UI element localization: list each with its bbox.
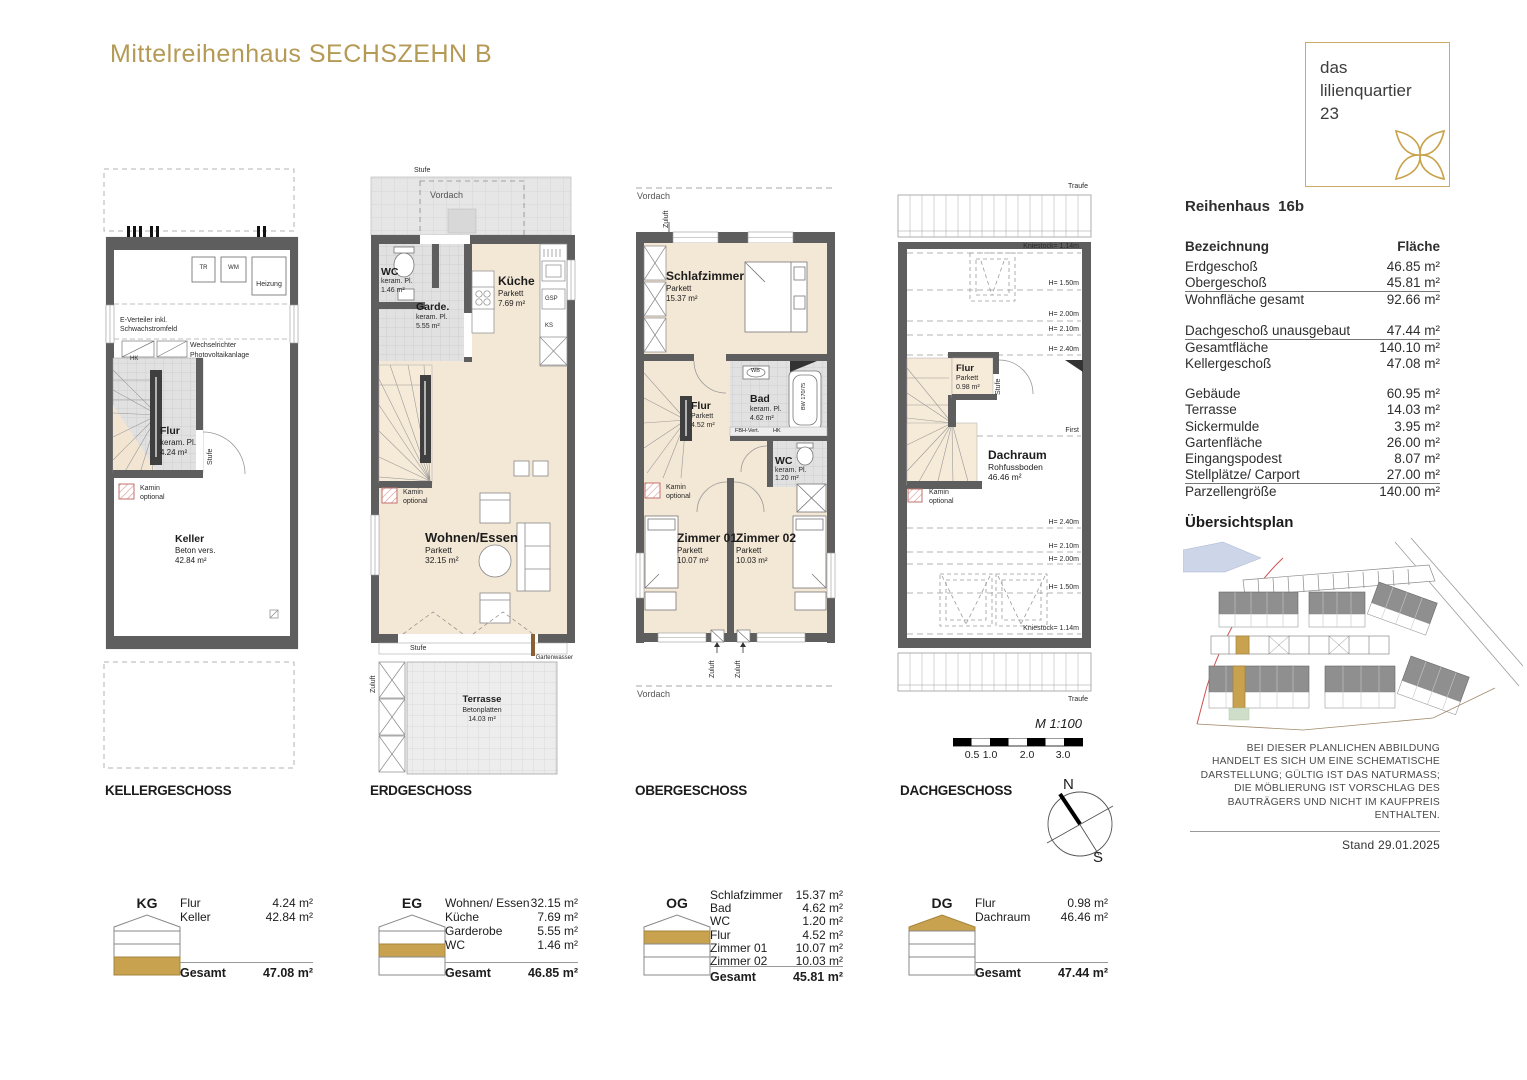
legend-row	[445, 938, 578, 952]
og-wc-fixtures	[797, 443, 813, 465]
logo-line-2: lilienquartier	[1320, 80, 1412, 100]
stand-date: Stand 29.01.2025	[1342, 838, 1440, 853]
eg-garde-area: 5.55 m²	[416, 323, 440, 330]
og-label-vordach-bottom: Vordach	[637, 689, 671, 699]
room-area: 4.62 m²	[802, 901, 843, 916]
og-z2-material: Parkett	[736, 546, 762, 555]
kg-kamin-label-2: optional	[140, 494, 165, 501]
floorplan-erdgeschoss	[368, 165, 578, 782]
info-row	[1185, 356, 1440, 372]
eg-kamin-label-1: Kamin	[403, 489, 423, 496]
og-label-zuluft-top: Zuluft	[663, 210, 670, 228]
compass-north-label: N	[1063, 776, 1074, 793]
row-value: 46.85 m²	[1386, 259, 1440, 274]
legend-row	[710, 929, 843, 942]
col-flaeche: Fläche	[1397, 239, 1440, 254]
og-room-wc: WC	[775, 455, 793, 467]
row-value: 27.00 m²	[1386, 467, 1440, 483]
heading-kellergeschoss: KELLERGESCHOSS	[105, 783, 232, 798]
room-name: Schlafzimmer	[710, 888, 783, 902]
dg-dachraum-area: 46.46 m²	[988, 472, 1022, 482]
dg-roof-strip-top	[898, 195, 1091, 237]
og-flur-material: Parkett	[691, 413, 714, 420]
legend-row	[180, 896, 313, 910]
kg-label-wm: WM	[228, 265, 239, 271]
gesamt-value: 47.44 m²	[1057, 966, 1108, 980]
logo-line-3: 23	[1320, 103, 1339, 123]
legend-kg-rows	[180, 896, 313, 924]
row-label: Sickermulde	[1185, 418, 1260, 434]
og-schlaf-area: 15.37 m²	[666, 294, 698, 303]
row-value: 47.08 m²	[1386, 356, 1440, 372]
og-kamin-box	[645, 483, 660, 498]
floorplan-obergeschoss	[633, 178, 838, 723]
dg-flur-area: 0.98 m²	[956, 384, 980, 391]
og-bad-material: keram. Pl.	[750, 406, 782, 413]
room-name: Wohnen/ Essen	[445, 896, 530, 910]
row-label: Wohnfläche gesamt	[1185, 292, 1305, 308]
legend-dg-rows	[975, 896, 1108, 924]
dg-kamin-label-1: Kamin	[929, 489, 949, 496]
kg-keller-material: Beton vers.	[175, 546, 216, 555]
page-title: Mittelreihenhaus SECHSZEHN B	[110, 40, 493, 68]
row-value: 140.00 m²	[1379, 484, 1440, 500]
eg-label-vordach: Vordach	[430, 190, 464, 200]
info-row-total	[1185, 292, 1440, 308]
dg-chimney-shaft	[970, 253, 1015, 301]
room-area: 10.03 m²	[795, 954, 843, 969]
kg-label-everteiler-2: Schwachstromfeld	[120, 326, 178, 333]
scale-label: M 1:100	[1035, 716, 1082, 731]
dg-room-flur: Flur	[956, 363, 974, 374]
heading-dachgeschoss: DACHGESCHOSS	[900, 783, 1012, 798]
gesamt-label: Gesamt	[445, 966, 491, 980]
room-name: Garderobe	[445, 924, 503, 938]
room-area: 42.84 m²	[265, 910, 313, 924]
row-value: 60.95 m²	[1386, 386, 1440, 402]
og-label-vordach-top: Vordach	[637, 191, 671, 201]
row-value: 26.00 m²	[1386, 434, 1440, 450]
og-room-bad: Bad	[750, 393, 770, 405]
dg-label-stufe: Stufe	[995, 378, 1002, 395]
legend-row	[180, 910, 313, 924]
dg-h150-top: H= 1.50m	[1048, 280, 1079, 287]
eg-terrasse-area: 14.03 m²	[468, 716, 496, 723]
legend-row	[445, 910, 578, 924]
dg-roof-windows	[940, 574, 1047, 626]
lily-flower-icon	[1375, 110, 1465, 200]
scale-tick-20: 2.0	[1019, 749, 1035, 761]
og-bad-area: 4.62 m²	[750, 415, 774, 422]
eg-wc-material: keram. Pl.	[381, 278, 413, 285]
eg-label-gartenwasser: Gartenwasser	[535, 655, 573, 661]
og-kamin-label-2: optional	[666, 493, 691, 500]
legend-dg-icon	[908, 913, 976, 977]
gesamt-label: Gesamt	[975, 966, 1021, 980]
room-area: 4.24 m²	[272, 896, 313, 910]
eg-garde-material: keram. Pl.	[416, 314, 448, 321]
row-value: 140.10 m²	[1379, 339, 1440, 355]
room-name: WC	[445, 938, 465, 952]
info-row	[1185, 275, 1440, 291]
disclaimer	[1190, 742, 1440, 853]
row-label: Erdgeschoß	[1185, 259, 1258, 274]
eg-step-strip	[379, 643, 567, 654]
room-area: 15.37 m²	[795, 888, 843, 902]
scale-tick-30: 3.0	[1055, 749, 1071, 761]
eg-label-stufe-top: Stufe	[414, 167, 431, 174]
row-label: Eingangspodest	[1185, 451, 1282, 467]
site-row-b	[1209, 656, 1469, 720]
kg-keller-area: 42.84 m²	[175, 556, 207, 565]
dg-kniestock-bot: Kniestock= 1.14m	[1023, 625, 1079, 632]
og-z1-area: 10.07 m²	[677, 556, 709, 565]
info-row	[1185, 467, 1440, 483]
dg-kamin-box	[908, 489, 922, 502]
kg-kamin-box	[119, 484, 134, 499]
eg-kamin-label-2: optional	[403, 498, 428, 505]
og-drawing	[633, 178, 838, 723]
row-label: Terrasse	[1185, 402, 1237, 418]
scale-tick-05: 0.5	[964, 749, 980, 761]
heading-obergeschoss: OBERGESCHOSS	[635, 783, 747, 798]
kg-label-heizung: Heizung	[256, 281, 282, 288]
room-area: 7.69 m²	[537, 910, 578, 924]
dg-kniestock-top: Kniestock= 1.14m	[1023, 243, 1079, 250]
legend-row	[445, 896, 578, 910]
room-name: Flur	[180, 896, 201, 910]
eg-room-kueche: Küche	[498, 274, 535, 288]
gesamt-value: 47.08 m²	[262, 966, 313, 980]
og-room-zimmer02: Zimmer 02	[736, 531, 797, 545]
legend-eg-total	[445, 962, 578, 980]
scale-tick-10: 1.0	[982, 749, 998, 761]
gesamt-value: 46.85 m²	[527, 966, 578, 980]
legend-og-rows	[710, 889, 843, 968]
dg-h240-bot: H= 2.40m	[1048, 519, 1079, 526]
kg-kamin-label-1: Kamin	[140, 485, 160, 492]
kg-flur-material: keram. Pl.	[160, 438, 197, 447]
kg-label-hk: HK	[130, 356, 139, 362]
info-panel	[1185, 190, 1440, 501]
legend-kg-icon	[113, 913, 181, 977]
col-bezeichnung: Bezeichnung	[1185, 239, 1270, 254]
og-label-zuluft-1: Zuluft	[709, 660, 716, 678]
eg-stair	[379, 365, 432, 488]
room-name: Dachraum	[975, 910, 1031, 924]
room-name: Bad	[710, 901, 732, 916]
room-area: 1.46 m²	[537, 938, 578, 952]
kg-room-keller: Keller	[175, 533, 205, 545]
row-label: Dachgeschoß unausgebaut	[1185, 322, 1351, 338]
disclaimer-line: DARSTELLUNG; GÜLTIG IST DAS NATURMASS;	[1200, 769, 1440, 781]
eg-room-terrasse: Terrasse	[462, 694, 502, 705]
gesamt-value: 45.81 m²	[792, 970, 843, 984]
row-label: Gartenfläche	[1185, 434, 1263, 450]
legend-row	[445, 924, 578, 938]
info-row	[1185, 259, 1440, 275]
overview-heading: Übersichtsplan	[1185, 514, 1294, 531]
dg-label-traufe-bottom: Traufe	[1068, 696, 1088, 703]
legend-kg-total	[180, 962, 313, 980]
row-label: Gebäude	[1185, 386, 1241, 402]
disclaimer-line: DIE MÖBLIERUNG IST VORSCHLAG DES	[1234, 783, 1440, 795]
dg-flur-material: Parkett	[956, 375, 979, 382]
og-room-zimmer01: Zimmer 01	[677, 531, 738, 545]
dg-kamin-label-2: optional	[929, 498, 954, 505]
eg-room-wohnen: Wohnen/Essen	[425, 530, 518, 545]
dg-dachraum-material: Rohfussboden	[988, 462, 1043, 472]
info-row	[1185, 386, 1440, 402]
heading-erdgeschoss: ERDGESCHOSS	[370, 783, 472, 798]
legend-kg-code: KG	[136, 895, 158, 911]
room-area: 32.15 m²	[530, 896, 578, 910]
kg-label-stufe: Stufe	[207, 448, 214, 465]
dg-h200-top: H= 2.00m	[1048, 311, 1079, 318]
eg-label-gsp: GSP	[545, 296, 558, 302]
legend-row	[975, 910, 1108, 924]
dg-roof-strip-bottom	[898, 653, 1091, 691]
legend-og-code: OG	[666, 895, 688, 911]
eg-kamin-box	[382, 488, 397, 503]
og-label-zuluft-2: Zuluft	[735, 660, 742, 678]
gesamt-label: Gesamt	[710, 970, 756, 984]
room-area: 5.55 m²	[537, 924, 578, 938]
eg-drawing	[368, 165, 578, 782]
eg-terrasse-material: Betonplatten	[462, 707, 502, 714]
room-area: 4.52 m²	[802, 927, 843, 942]
disclaimer-line: BAUTRÄGERS UND NICHT IM KAUFPREIS ENTHALTEN.	[1227, 796, 1440, 822]
row-label: Obergeschoß	[1185, 275, 1267, 291]
og-label-bw: BW 170/75	[801, 382, 807, 410]
room-area: 46.46 m²	[1060, 910, 1108, 924]
row-label: Parzellengröße	[1185, 484, 1277, 500]
info-row	[1185, 323, 1440, 339]
floorplan-dachgeschoss	[893, 183, 1098, 723]
kg-flur-area: 4.24 m²	[160, 448, 188, 457]
eg-wc-area: 1.46 m²	[381, 287, 405, 294]
row-value: 3.95 m²	[1394, 418, 1440, 434]
dg-h200-bot: H= 2.00m	[1048, 556, 1079, 563]
dg-h210-top: H= 2.10m	[1048, 326, 1079, 333]
kg-label-everteiler-1: E-Verteiler inkl.	[120, 317, 168, 324]
eg-label-stufe-bottom: Stufe	[410, 645, 427, 652]
og-room-flur: Flur	[691, 400, 711, 412]
kg-label-wechselrichter-1: Wechselrichter	[190, 342, 237, 349]
row-value: 45.81 m²	[1386, 275, 1440, 291]
legend-eg-code: EG	[401, 895, 423, 911]
og-wardrobe	[644, 246, 666, 352]
eg-label-zuluft: Zuluft	[370, 675, 377, 693]
eg-planter-column	[379, 662, 405, 772]
og-wc-area: 1.20 m²	[775, 475, 799, 482]
row-value: 92.66 m²	[1386, 292, 1440, 308]
kg-label-wechselrichter-2: Photovoltaikanlage	[190, 352, 250, 359]
og-wc-material: keram. Pl.	[775, 467, 807, 474]
eg-room-wc: WC	[381, 266, 399, 278]
divider	[1190, 831, 1440, 832]
room-area: 0.98 m²	[1067, 896, 1108, 910]
og-label-wb: WB	[751, 368, 760, 374]
info-row	[1185, 419, 1440, 435]
disclaimer-line: HANDELT ES SICH UM EINE SCHEMATISCHE	[1211, 756, 1440, 768]
row-label: Kellergeschoß	[1185, 356, 1272, 372]
info-row	[1185, 451, 1440, 467]
og-bed-main	[745, 262, 807, 332]
room-name: Keller	[180, 910, 211, 924]
eg-wohnen-area: 32.15 m²	[425, 555, 459, 565]
dg-label-traufe-top: Traufe	[1068, 183, 1088, 190]
disclaimer-line: BEI DIESER PLANLICHEN ABBILDUNG	[1246, 743, 1440, 754]
room-area: 1.20 m²	[802, 914, 843, 929]
dg-label-first: First	[1065, 427, 1079, 434]
legend-row	[710, 915, 843, 928]
logo-line-1: das	[1320, 58, 1348, 77]
og-room-schlafzimmer: Schlafzimmer	[666, 269, 745, 283]
site-highlight-unit	[1233, 666, 1245, 708]
legend-dg-total	[975, 962, 1108, 980]
info-row	[1185, 402, 1440, 418]
og-kamin-label-1: Kamin	[666, 484, 686, 491]
legend-og-icon	[643, 913, 711, 977]
row-value: 47.44 m²	[1386, 322, 1440, 338]
eg-wohnen-material: Parkett	[425, 545, 452, 555]
info-table-header	[1185, 239, 1440, 254]
eg-gartenwasser-tap	[531, 634, 535, 656]
dg-h150-bot: H= 1.50m	[1048, 584, 1079, 591]
og-label-hk: HK	[773, 428, 781, 434]
room-name: Zimmer 01	[710, 940, 768, 955]
kg-room-flur: Flur	[160, 425, 180, 437]
room-name: Zimmer 02	[710, 954, 768, 969]
row-label: Stellplätze/ Carport	[1185, 467, 1300, 483]
room-name: Flur	[710, 927, 731, 942]
room-area: 10.07 m²	[795, 940, 843, 955]
eg-kueche-area: 7.69 m²	[498, 299, 526, 308]
row-value: 14.03 m²	[1386, 402, 1440, 418]
og-z2-area: 10.03 m²	[736, 556, 768, 565]
site-plan-map	[1183, 538, 1523, 738]
legend-og-total	[710, 966, 843, 984]
legend-eg-icon	[378, 913, 446, 977]
legend-dg-code: DG	[931, 895, 953, 911]
info-row-total	[1185, 484, 1440, 500]
floorplan-kellergeschoss	[100, 165, 305, 780]
site-carport-strip	[1211, 636, 1389, 654]
og-flur-area: 4.52 m²	[691, 422, 715, 429]
og-z1-material: Parkett	[677, 546, 703, 555]
legend-eg-rows	[445, 896, 578, 952]
kg-heating-box	[252, 257, 286, 295]
room-name: Küche	[445, 910, 480, 924]
dg-room-dachraum: Dachraum	[988, 448, 1047, 462]
row-value: 8.07 m²	[1394, 451, 1440, 467]
dg-h210-bot: H= 2.10m	[1048, 543, 1079, 550]
kg-label-tr: TR	[199, 265, 208, 271]
room-name: Flur	[975, 896, 996, 910]
eg-kueche-material: Parkett	[498, 289, 524, 298]
og-schlaf-material: Parkett	[666, 284, 692, 293]
kg-drawing	[100, 165, 305, 780]
info-row	[1185, 340, 1440, 356]
info-row	[1185, 435, 1440, 451]
dg-h240-top: H= 2.40m	[1048, 346, 1079, 353]
og-label-fbh: FBH-Vert.	[735, 428, 760, 434]
scale-bar	[953, 738, 1083, 748]
compass-south-label: S	[1093, 849, 1104, 866]
site-water	[1183, 542, 1261, 572]
room-name: WC	[710, 914, 730, 929]
row-label: Gesamtfläche	[1185, 339, 1269, 355]
compass-rose	[1030, 772, 1126, 872]
eg-label-ks: KS	[545, 323, 554, 329]
eg-room-garde: Garde.	[416, 301, 450, 313]
legend-row	[975, 896, 1108, 910]
gesamt-label: Gesamt	[180, 966, 226, 980]
info-panel-title: Reihenhaus 16b	[1185, 198, 1305, 215]
